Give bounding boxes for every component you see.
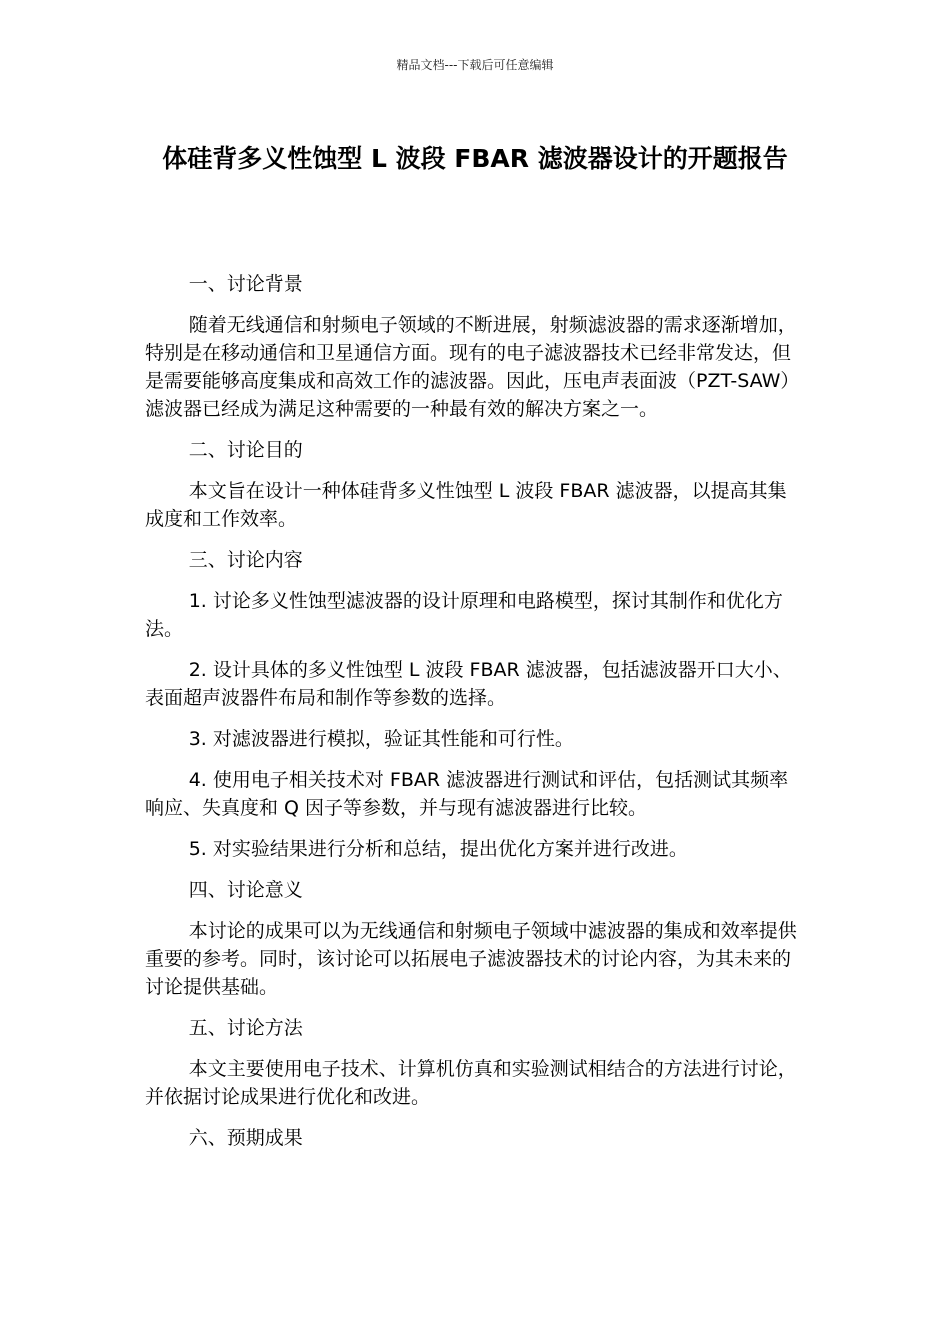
document-title: 体硅背多义性蚀型 L 波段 FBAR 滤波器设计的开题报告 xyxy=(162,144,788,173)
content-item-3: 3. 对滤波器进行模拟，验证其性能和可行性。 xyxy=(188,728,574,750)
section-heading-purpose: 二、讨论目的 xyxy=(188,439,303,461)
paragraph-method: 本文主要使用电子技术、计算机仿真和实验测试相结合的方法进行讨论，并依据讨论成果进行优化和改进。 xyxy=(145,1058,797,1108)
content-item-4: 4. 使用电子相关技术对 FBAR 滤波器进行测试和评估，包括测试其频率响应、失真度和 Q 因子等参数，并与现有滤波器进行比较。 xyxy=(145,769,789,819)
paragraph-purpose: 本文旨在设计一种体硅背多义性蚀型 L 波段 FBAR 滤波器，以提高其集成度和工作效率。 xyxy=(145,480,787,530)
paragraph-significance: 本讨论的成果可以为无线通信和射频电子领域中滤波器的集成和效率提供重要的参考。同时，该讨论可以拓展电子滤波器技术的讨论内容，为其未来的讨论提供基础。 xyxy=(145,920,797,998)
content-item-5: 5. 对实验结果进行分析和总结，提出优化方案并进行改进。 xyxy=(188,838,688,860)
section-heading-method: 五、讨论方法 xyxy=(188,1017,303,1039)
section-heading-background: 一、讨论背景 xyxy=(188,273,303,295)
paragraph-background: 随着无线通信和射频电子领域的不断进展，射频滤波器的需求逐渐增加，特别是在移动通信和卫星通信方面。现有的电子滤波器技术已经非常发达，但是需要能够高度集成和高效工作的滤波器。因此，压电声表面波（PZT-SAW）滤波器已经成为满足这种需要的一种最有效的解决方案之一。 xyxy=(145,314,800,420)
content-item-1: 1. 讨论多义性蚀型滤波器的设计原理和电路模型，探讨其制作和优化方法。 xyxy=(145,590,783,640)
section-heading-expected-results: 六、预期成果 xyxy=(188,1127,303,1149)
section-heading-content: 三、讨论内容 xyxy=(188,549,303,571)
document-body xyxy=(145,270,805,1165)
content-item-2: 2. 设计具体的多义性蚀型 L 波段 FBAR 滤波器，包括滤波器开口大小、表面超声波器件布局和制作等参数的选择。 xyxy=(145,659,792,709)
section-heading-significance: 四、讨论意义 xyxy=(188,879,303,901)
page-header-note: 精品文档---下载后可任意编辑 xyxy=(396,58,554,72)
